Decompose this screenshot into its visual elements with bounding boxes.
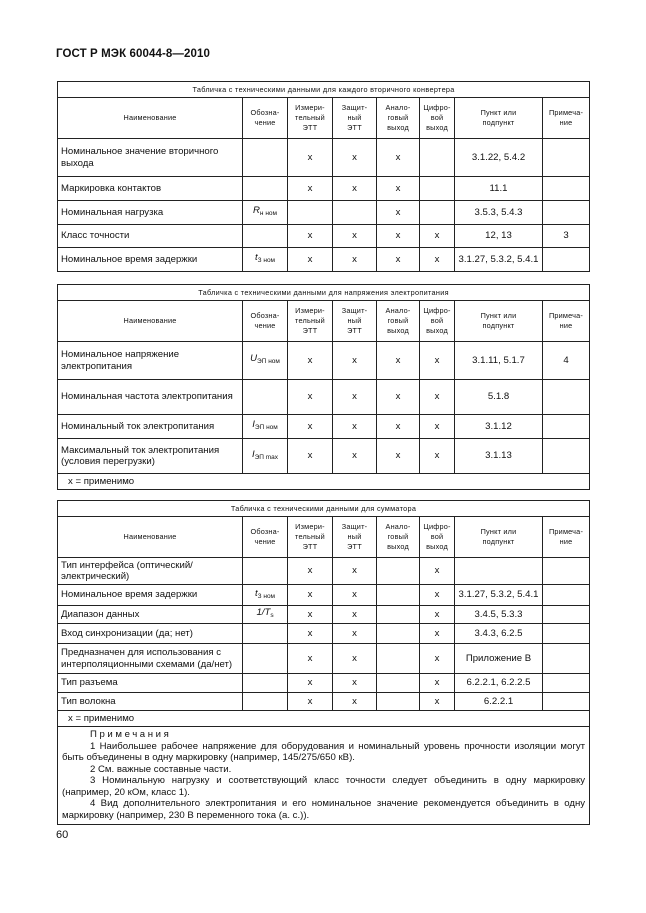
protective-mark: x [333,415,377,439]
table-caption: Табличка с техническими данными для напряжения электропитания [58,285,590,301]
designation-symbol: t [254,587,258,599]
designation-symbol: U [250,353,258,365]
table-row [58,201,590,225]
col-note-header: Примеча- ние [543,517,590,558]
param-name: Номинальное значение вторичного выхода [58,139,243,177]
col-designation-header: Обозна- чение [243,98,288,139]
param-designation [243,674,288,693]
protective-mark: x [333,624,377,644]
param-designation [243,342,288,380]
col-note-header: Примеча- ние [543,98,590,139]
clause-ref: 3.1.27, 5.3.2, 5.4.1 [455,585,543,606]
page-number: 60 [56,829,69,841]
protective-mark: x [333,674,377,693]
protective-mark: x [333,177,377,201]
digital-mark: x [420,225,455,248]
analog-mark [377,606,420,624]
table-row [58,606,590,624]
designation-subscript: З ном [257,592,276,600]
digital-mark [420,201,455,225]
measuring-mark [288,201,333,225]
protective-mark: x [333,342,377,380]
param-designation [243,177,288,201]
param-designation [243,624,288,644]
table-row [58,225,590,248]
param-designation [243,585,288,606]
digital-mark [420,139,455,177]
protective-mark: x [333,439,377,474]
measuring-mark: x [288,380,333,415]
table-row [58,558,590,585]
designation-subscript: ЭП ном [254,424,278,432]
measuring-mark: x [288,624,333,644]
col-name-header: Наименование [58,301,243,342]
clause-ref: 6.2.2.1 [455,693,543,711]
protective-mark: x [333,644,377,674]
designation-symbol: I [252,419,255,431]
measuring-mark: x [288,248,333,272]
note-ref [543,415,590,439]
note-ref [543,380,590,415]
note-ref [543,674,590,693]
note-ref [543,606,590,624]
measuring-mark: x [288,558,333,585]
notes-block [58,727,590,825]
analog-mark: x [377,201,420,225]
table-row [58,415,590,439]
clause-ref: 3.4.3, 6.2.5 [455,624,543,644]
col-name-header: Наименование [58,517,243,558]
designation-subscript: ЭП ном [257,358,280,366]
measuring-mark: x [288,439,333,474]
notes-heading: Примечания [90,729,172,740]
analog-mark: x [377,439,420,474]
col-digital-header: Цифро- вой выход [420,301,455,342]
param-name: Номинальное время задержки [58,585,243,606]
param-name: Номинальное время задержки [58,248,243,272]
param-designation [243,248,288,272]
clause-ref: 3.1.22, 5.4.2 [455,139,543,177]
digital-mark: x [420,585,455,606]
clause-ref: 3.5.3, 5.4.3 [455,201,543,225]
note-ref [543,644,590,674]
col-clause-header: Пункт или подпункт [455,517,543,558]
table-row [58,380,590,415]
param-name: Маркировка контактов [58,177,243,201]
protective-mark: x [333,558,377,585]
measuring-mark: x [288,606,333,624]
protective-mark: x [333,585,377,606]
clause-ref: 12, 13 [455,225,543,248]
param-name: Предназначен для использования с интерполяционными схемами (да/нет) [58,644,243,674]
note-ref [543,693,590,711]
digital-mark: x [420,624,455,644]
digital-mark: x [420,644,455,674]
col-measuring-header: Измери- тельный ЭТТ [288,301,333,342]
param-name: Тип разъема [58,674,243,693]
table-row [58,674,590,693]
clause-ref [455,558,543,585]
note-ref [543,139,590,177]
analog-mark: x [377,248,420,272]
protective-mark: x [333,693,377,711]
table-secondary-converter [57,81,590,272]
protective-mark: x [333,380,377,415]
digital-mark [420,177,455,201]
clause-ref: 3.4.5, 5.3.3 [455,606,543,624]
note-ref [543,439,590,474]
col-clause-header: Пункт или подпункт [455,98,543,139]
analog-mark [377,674,420,693]
col-measuring-header: Измери- тельный ЭТТ [288,98,333,139]
col-analog-header: Анало- говый выход [377,98,420,139]
analog-mark: x [377,380,420,415]
param-name: Тип интерфейса (оптический/электрический) [58,558,243,585]
measuring-mark: x [288,693,333,711]
param-name: Класс точности [58,225,243,248]
param-name: Тип волокна [58,693,243,711]
table-row [58,624,590,644]
protective-mark: x [333,248,377,272]
table-footnote: x = применимо [58,474,590,490]
measuring-mark: x [288,644,333,674]
table-footnote: x = применимо [58,711,590,727]
digital-mark: x [420,380,455,415]
param-designation [243,225,288,248]
designation-subscript: н ном [259,210,277,218]
clause-ref: 11.1 [455,177,543,201]
note-ref: 4 [543,342,590,380]
clause-ref: 3.1.27, 5.3.2, 5.4.1 [455,248,543,272]
col-analog-header: Анало- говый выход [377,517,420,558]
measuring-mark: x [288,415,333,439]
param-name: Диапазон данных [58,606,243,624]
analog-mark: x [377,177,420,201]
designation-subscript: s [270,612,274,620]
analog-mark [377,585,420,606]
param-designation [243,415,288,439]
note-item: 1 Наибольшее рабочее напряжение для оборудования и номинальный уровень прочности изоляции могут быть объединены в одну маркировку (например, 145/275/650 кВ). [62,740,586,763]
analog-mark [377,644,420,674]
digital-mark: x [420,558,455,585]
digital-mark: x [420,674,455,693]
analog-mark: x [377,342,420,380]
digital-mark: x [420,439,455,474]
digital-mark: x [420,415,455,439]
table-row [58,342,590,380]
note-ref [543,624,590,644]
table-row [58,177,590,201]
col-protective-header: Защит- ный ЭТТ [333,98,377,139]
table-row [58,585,590,606]
col-designation-header: Обозна- чение [243,517,288,558]
note-ref [543,201,590,225]
param-designation [243,201,288,225]
table-power-supply [57,284,590,490]
analog-mark [377,624,420,644]
col-analog-header: Анало- говый выход [377,301,420,342]
param-designation [243,380,288,415]
table-caption: Табличка с техническими данными для каждого вторичного конвертера [58,82,590,98]
col-designation-header: Обозна- чение [243,301,288,342]
note-item: 3 Номинальную нагрузку и соответствующий класс точности следует объединить в одну маркировку (например, 20 кОм, класс 1). [62,775,586,798]
page-header: ГОСТ Р МЭК 60044-8—2010 [56,48,210,60]
clause-ref: Приложение В [455,644,543,674]
note-ref [543,177,590,201]
designation-symbol: 1/T [256,607,271,619]
digital-mark: x [420,342,455,380]
param-designation [243,139,288,177]
param-name: Номинальная нагрузка [58,201,243,225]
analog-mark: x [377,415,420,439]
analog-mark [377,558,420,585]
note-ref: 3 [543,225,590,248]
note-ref [543,558,590,585]
designation-symbol: I [251,448,255,460]
col-note-header: Примеча- ние [543,301,590,342]
protective-mark: x [333,606,377,624]
col-protective-header: Защит- ный ЭТТ [333,517,377,558]
note-ref [543,585,590,606]
param-name: Номинальный ток электропитания [58,415,243,439]
digital-mark: x [420,248,455,272]
note-item: 2 См. важные составные части. [90,763,232,775]
note-ref [543,248,590,272]
col-digital-header: Цифро- вой выход [420,517,455,558]
table-summator [57,500,590,825]
clause-ref: 3.1.11, 5.1.7 [455,342,543,380]
param-name: Номинальная частота электропитания [58,380,243,415]
analog-mark: x [377,139,420,177]
digital-mark: x [420,606,455,624]
clause-ref: 3.1.13 [455,439,543,474]
clause-ref: 3.1.12 [455,415,543,439]
col-clause-header: Пункт или подпункт [455,301,543,342]
col-name-header: Наименование [58,98,243,139]
protective-mark: x [333,225,377,248]
col-protective-header: Защит- ный ЭТТ [333,301,377,342]
col-digital-header: Цифро- вой выход [420,98,455,139]
measuring-mark: x [288,674,333,693]
param-name: Номинальное напряжение электропитания [58,342,243,380]
param-designation [243,439,288,474]
table-row [58,248,590,272]
measuring-mark: x [288,342,333,380]
table-row [58,644,590,674]
digital-mark: x [420,693,455,711]
designation-subscript: ЭП max [254,453,279,461]
designation-symbol: R [252,205,260,217]
measuring-mark: x [288,225,333,248]
protective-mark: x [333,139,377,177]
col-measuring-header: Измери- тельный ЭТТ [288,517,333,558]
clause-ref: 6.2.2.1, 6.2.2.5 [455,674,543,693]
protective-mark [333,201,377,225]
table-row [58,693,590,711]
measuring-mark: x [288,585,333,606]
analog-mark [377,693,420,711]
param-designation [243,606,288,624]
table-row [58,439,590,474]
param-designation [243,644,288,674]
measuring-mark: x [288,177,333,201]
param-designation [243,693,288,711]
table-caption: Табличка с техническими данными для сумматора [58,501,590,517]
table-row [58,139,590,177]
param-name: Максимальный ток электропитания (условия перегрузки) [58,439,243,474]
designation-symbol: t [254,252,258,264]
note-item: 4 Вид дополнительного электропитания и его номинальное значение рекомендуется объединить в одну маркировку (например, 230 В переменного тока (а. с.)). [62,798,586,821]
param-designation [243,558,288,585]
designation-subscript: З ном [257,257,276,265]
param-name: Вход синхронизации (да; нет) [58,624,243,644]
analog-mark: x [377,225,420,248]
clause-ref: 5.1.8 [455,380,543,415]
measuring-mark: x [288,139,333,177]
